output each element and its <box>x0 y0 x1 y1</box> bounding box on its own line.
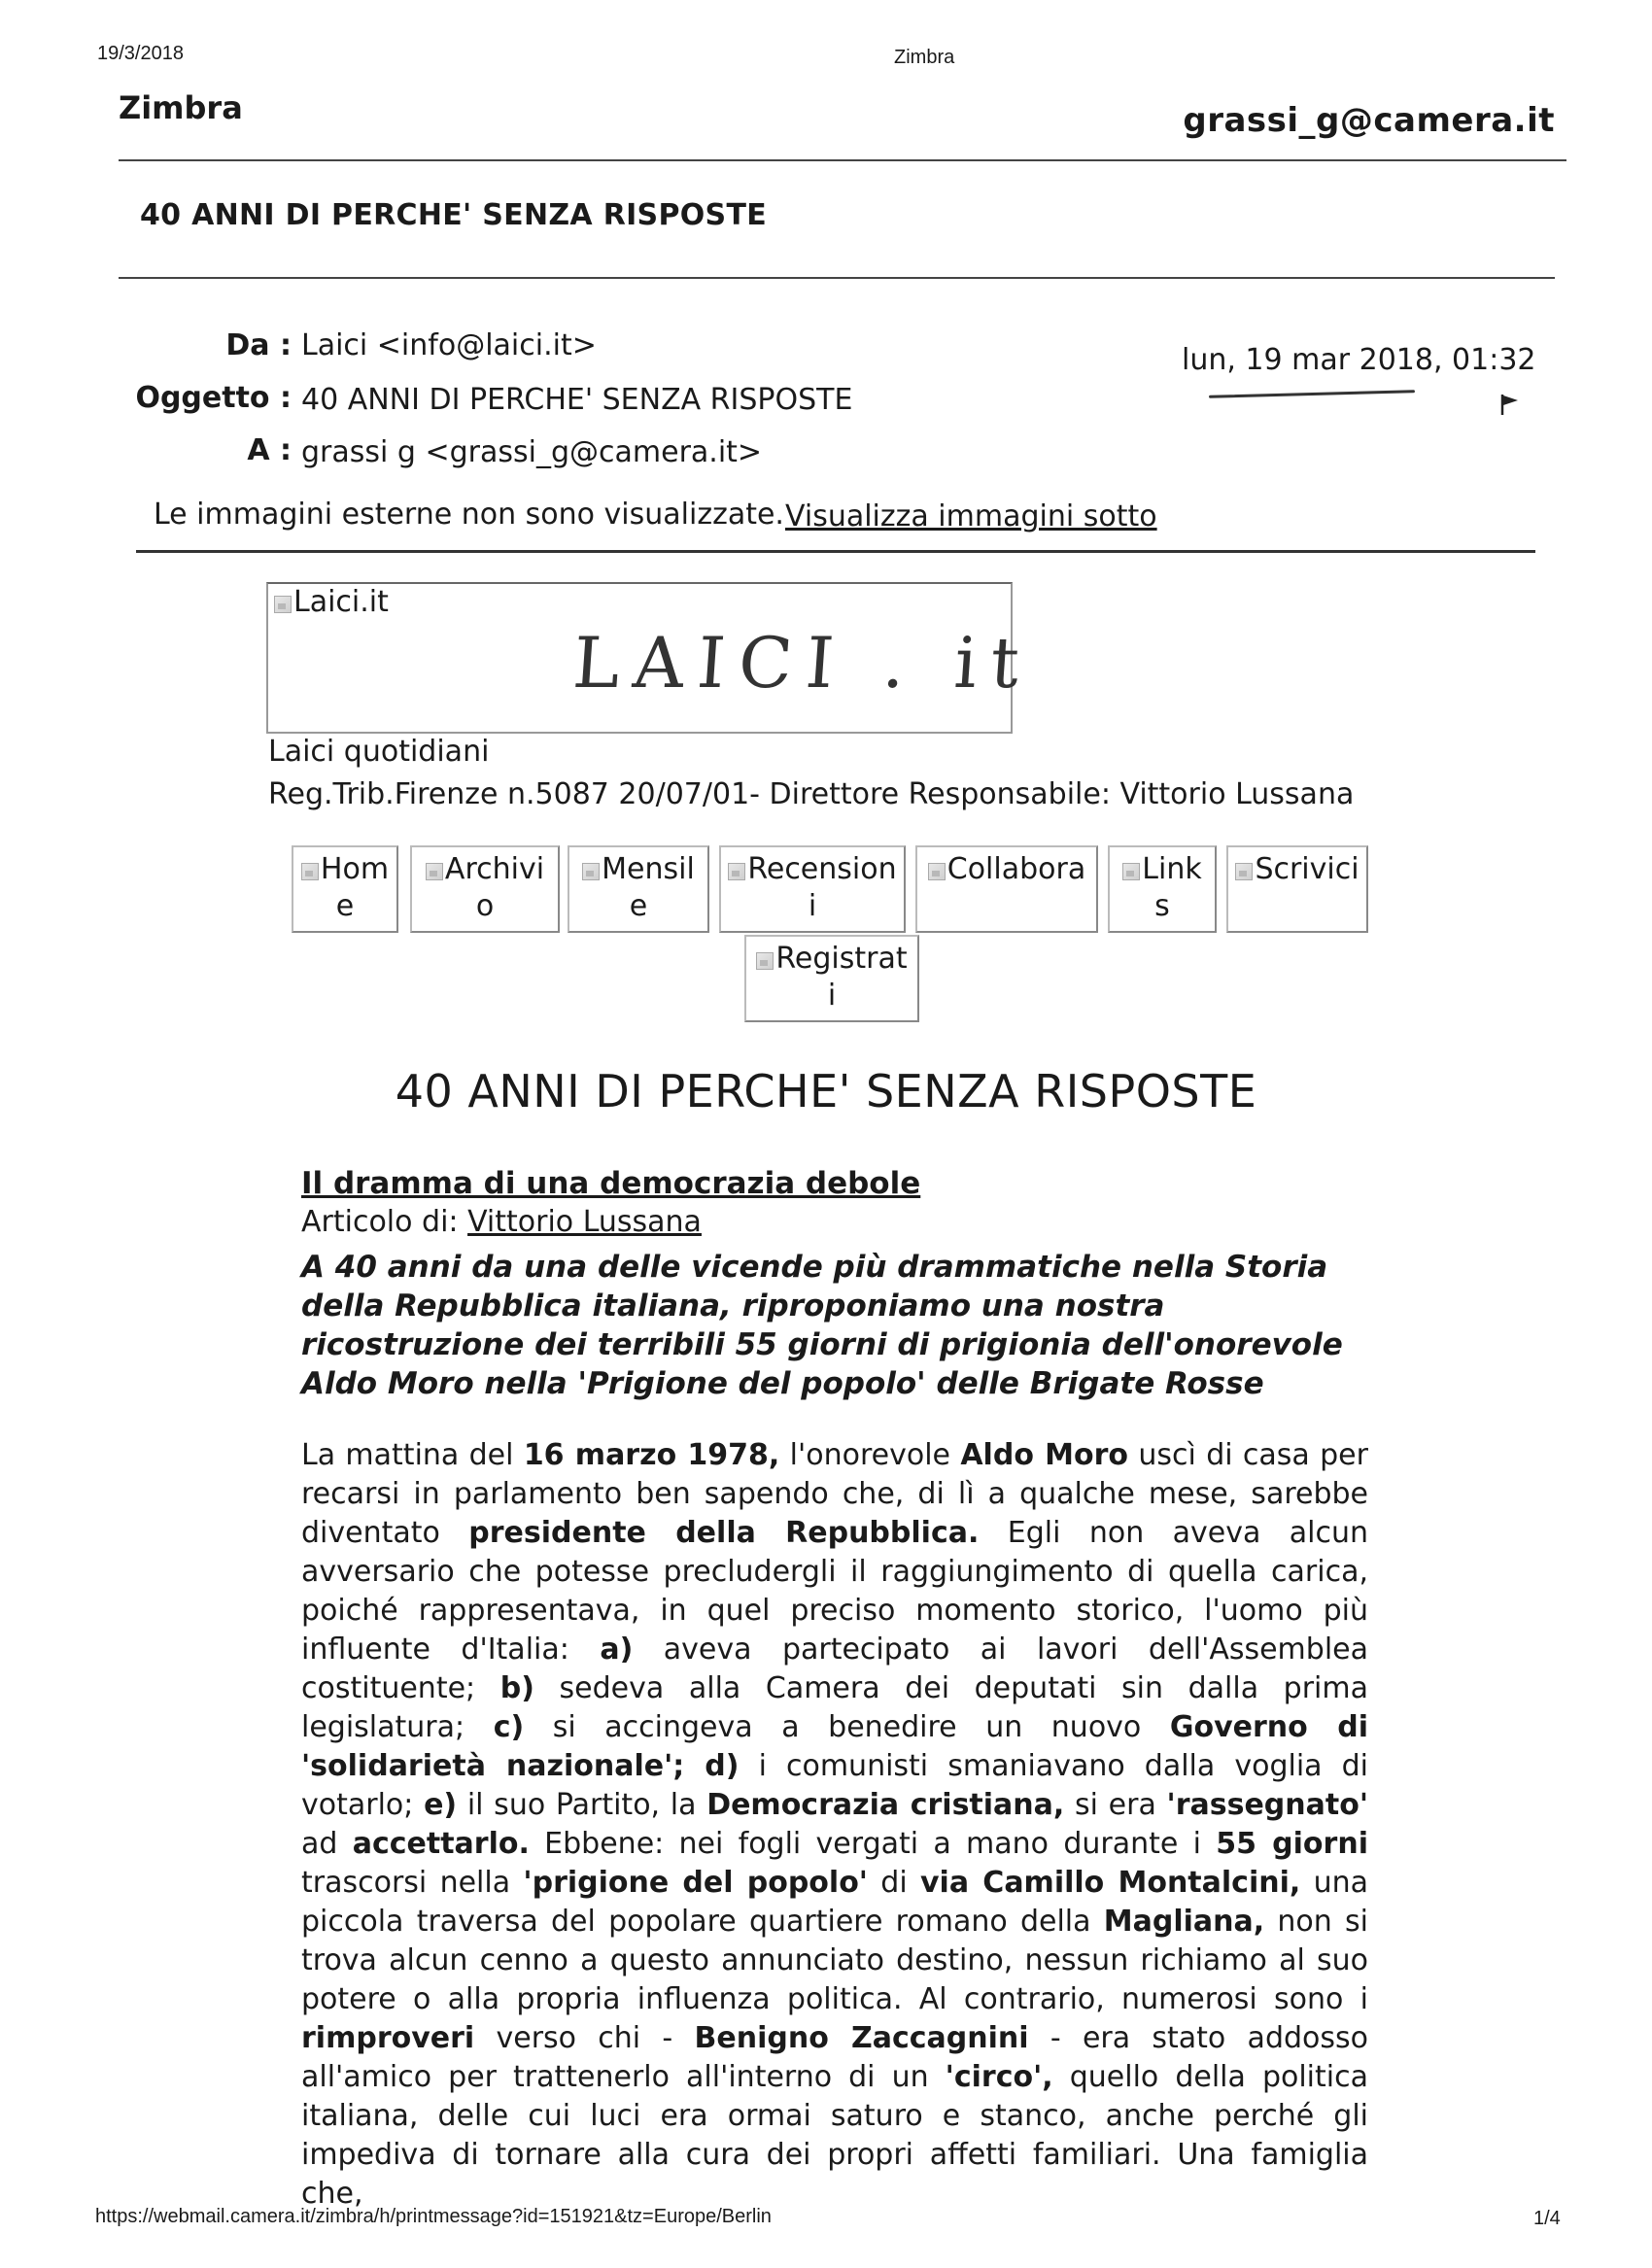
nav-home-button[interactable] <box>292 845 398 933</box>
app-name: Zimbra <box>119 89 243 126</box>
body-text: uscì di casa per recarsi in parlamento ben sapendo che, di lì a qualche mese, sarebbe diventato <box>301 1438 1368 1550</box>
subject-label: Oggetto : <box>135 381 292 415</box>
body-emphasis: 'rassegnato' <box>1166 1788 1369 1822</box>
to-label: A : <box>247 433 292 467</box>
body-text: aveva partecipato ai lavori dell'Assemblea costituente; <box>301 1632 1368 1705</box>
nav-label-wrap: s <box>1154 889 1170 923</box>
external-images-notice: Le immagini esterne non sono visualizzate. <box>154 498 784 532</box>
body-emphasis: Aldo Moro <box>960 1438 1129 1472</box>
print-page-number: 1/4 <box>1533 2208 1561 2229</box>
body-emphasis: b) <box>499 1671 534 1705</box>
body-text: si accingeva a benedire un nuovo <box>524 1710 1170 1744</box>
nav-collaborate-button[interactable] <box>915 845 1098 933</box>
nav-label-wrap: e <box>629 889 648 923</box>
message-date: lun, 19 mar 2018, 01:32 <box>1182 343 1536 377</box>
body-text: Egli non aveva alcun avversario che potesse precludergli il raggiungimento di quella carica, poiché rappresentava, in quel preciso momento storico, l'uomo più influente d'Italia: <box>301 1516 1368 1667</box>
logo-alt-text <box>274 585 389 619</box>
body-emphasis: rimproveri <box>301 2021 475 2055</box>
account-email: grassi_g@camera.it <box>1183 101 1555 140</box>
body-emphasis: e) <box>424 1788 458 1822</box>
handwritten-underline <box>1209 390 1415 398</box>
article-title: 40 ANNI DI PERCHE' SENZA RISPOSTE <box>395 1065 1257 1117</box>
nav-label: Link <box>1142 852 1202 886</box>
body-text: l'onorevole <box>779 1438 961 1472</box>
body-text: - era stato addosso all'amico per trattenerlo all'interno di un <box>301 2021 1368 2094</box>
body-text: i comunisti smaniavano dalla voglia di votarlo; <box>301 1749 1368 1822</box>
divider <box>119 277 1555 279</box>
body-text: non si trova alcun cenno a questo annunciato destino, nessun richiamo al suo potere o alla propria influenza politica. Al contrario, numerosi sono i <box>301 1905 1369 2016</box>
broken-image-icon <box>1235 863 1253 880</box>
nav-label-wrap: i <box>808 889 817 923</box>
body-emphasis: a) <box>600 1632 634 1667</box>
broken-image-icon <box>274 596 292 613</box>
nav-label: Hom <box>320 852 390 886</box>
body-emphasis: c) <box>493 1710 525 1744</box>
nav-label: Recension <box>747 852 897 886</box>
divider <box>119 159 1566 161</box>
nav-label: Mensil <box>602 852 695 886</box>
divider <box>136 550 1535 553</box>
body-emphasis: presidente della Repubblica. <box>468 1516 980 1550</box>
nav-links-button[interactable] <box>1108 845 1217 933</box>
nav-archive-button[interactable] <box>410 845 560 933</box>
body-text: trascorsi nella <box>301 1866 524 1900</box>
nav-label: Archivi <box>444 852 545 886</box>
body-emphasis: Democrazia cristiana, <box>706 1788 1065 1822</box>
body-emphasis: 55 giorni <box>1216 1827 1368 1861</box>
byline-author-link[interactable]: Vittorio Lussana <box>467 1205 702 1239</box>
flag-icon[interactable] <box>1499 393 1521 416</box>
body-text: ad <box>301 1827 353 1861</box>
nav-label: Registrat <box>775 942 908 976</box>
nav-register-button[interactable] <box>744 935 919 1022</box>
nav-monthly-button[interactable] <box>568 845 709 933</box>
broken-image-icon <box>1122 863 1140 880</box>
site-registration: Reg.Trib.Firenze n.5087 20/07/01- Direttore Responsabile: Vittorio Lussana <box>268 777 1355 811</box>
show-images-link[interactable]: Visualizza immagini sotto <box>785 499 1157 533</box>
body-text: una piccola traversa del popolare quartiere romano della <box>301 1866 1369 1939</box>
body-emphasis: 16 marzo 1978, <box>523 1438 780 1472</box>
nav-label-wrap: e <box>335 889 355 923</box>
body-text: La mattina del <box>301 1438 524 1472</box>
nav-reviews-button[interactable] <box>719 845 906 933</box>
body-text: sedeva alla Camera dei deputati sin dalla prima legislatura; <box>301 1671 1368 1744</box>
nav-label-wrap: o <box>475 889 495 923</box>
broken-image-icon <box>756 952 774 970</box>
article-lead: A 40 anni da una delle vicende più drammatiche nella Storia della Repubblica italiana, riproponiamo una nostra ricostruzione dei terribili 55 giorni di prigionia dell'onorevole Aldo Moro nella 'Prigione del popolo' delle Brigate Rosse <box>301 1250 1343 1401</box>
print-title: Zimbra <box>894 47 955 68</box>
subject-value: 40 ANNI DI PERCHE' SENZA RISPOSTE <box>301 383 853 417</box>
body-emphasis: Governo di 'solidarietà nazionale'; d) <box>301 1710 1368 1783</box>
to-value: grassi g <grassi_g@camera.it> <box>301 435 763 469</box>
body-text: Ebbene: nei fogli vergati a mano durante i <box>529 1827 1217 1861</box>
broken-image-icon <box>728 863 745 880</box>
body-emphasis: 'prigione del popolo' <box>523 1866 868 1900</box>
broken-image-icon <box>426 863 443 880</box>
article-byline <box>301 1205 702 1239</box>
body-emphasis: 'circo', <box>945 2060 1053 2094</box>
broken-image-icon <box>301 863 319 880</box>
body-text: il suo Partito, la <box>457 1788 707 1822</box>
logo-alt-label: Laici.it <box>293 585 389 619</box>
body-emphasis: via Camillo Montalcini, <box>920 1866 1301 1900</box>
body-emphasis: accettarlo. <box>352 1827 530 1861</box>
handwritten-logo-note: LAICI . it <box>570 622 1036 704</box>
body-text: di <box>868 1866 920 1900</box>
from-label: Da : <box>225 328 292 362</box>
from-value: Laici <info@laici.it> <box>301 328 597 362</box>
body-emphasis: Benigno Zaccagnini <box>694 2021 1029 2055</box>
message-subject-title: 40 ANNI DI PERCHE' SENZA RISPOSTE <box>140 198 768 232</box>
broken-image-icon <box>928 863 946 880</box>
site-tagline: Laici quotidiani <box>268 735 490 769</box>
body-text: verso chi - <box>474 2021 695 2055</box>
byline-prefix: Articolo di: <box>301 1205 459 1239</box>
nav-write-button[interactable] <box>1226 845 1368 933</box>
article-body <box>301 1436 1368 2214</box>
nav-label: Collabora <box>946 852 1086 886</box>
print-url: https://webmail.camera.it/zimbra/h/printmessage?id=151921&tz=Europe/Berlin <box>95 2206 772 2227</box>
body-text: quello della politica italiana, delle cui luci era ormai saturo e stanco, anche perché gli impediva di tornare alla cura dei propri affetti familiari. Una famiglia che, <box>301 2060 1368 2211</box>
article-kicker[interactable]: Il dramma di una democrazia debole <box>301 1166 921 1201</box>
print-date: 19/3/2018 <box>97 43 184 64</box>
nav-label-wrap: i <box>827 979 837 1013</box>
body-text: si era <box>1064 1788 1167 1822</box>
broken-image-icon <box>582 863 600 880</box>
body-emphasis: Magliana, <box>1103 1905 1265 1939</box>
nav-label: Scrivici <box>1255 852 1359 886</box>
